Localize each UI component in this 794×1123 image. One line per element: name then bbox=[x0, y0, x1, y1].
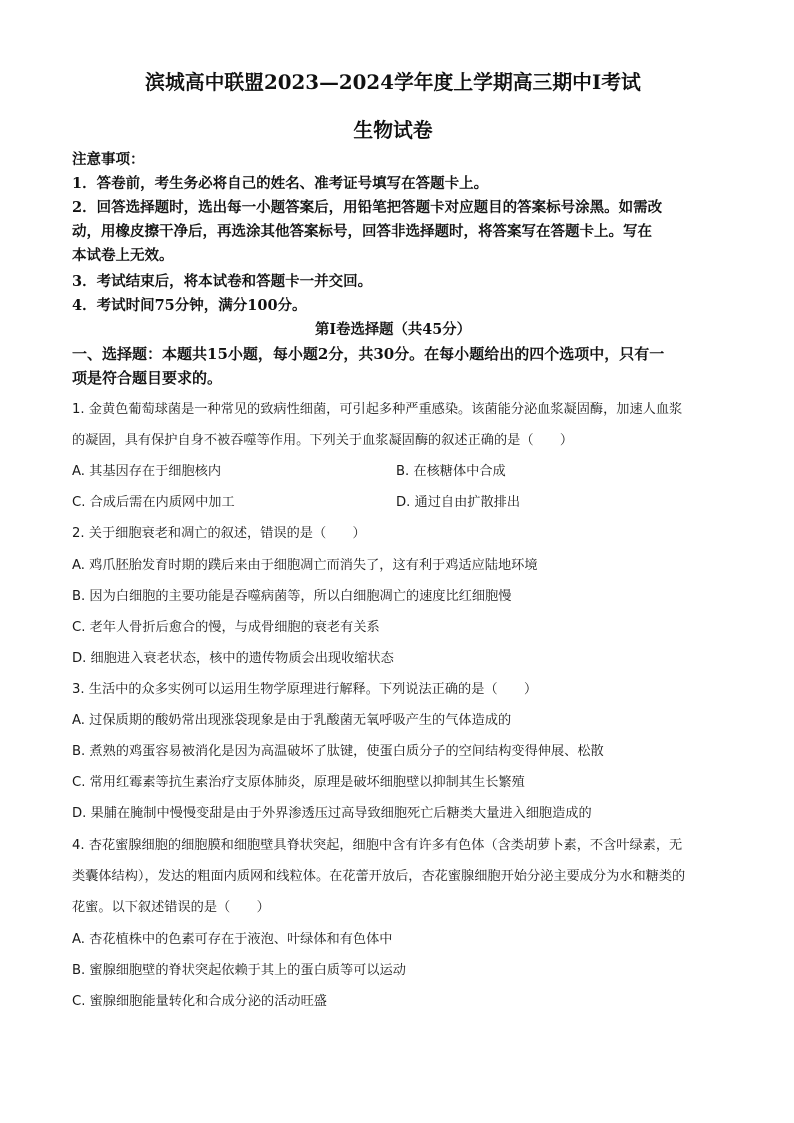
option-d: D. 果脯在腌制中慢慢变甜是由于外界渗透压过高导致细胞死亡后糖类大量进入细胞造成的 bbox=[72, 806, 592, 821]
option-c: C. 合成后需在内质网中加工 bbox=[72, 495, 235, 510]
notice-line: 动，用橡皮擦干净后，再选涂其他答案标号，回答非选择题时，将答案写在答题卡上。写在 bbox=[72, 223, 652, 240]
option-b: B. 煮熟的鸡蛋容易被消化是因为高温破坏了肽键，使蛋白质分子的空间结构变得伸展、松散 bbox=[72, 744, 604, 759]
notice-line: 2．回答选择题时，选出每一小题答案后，用铅笔把答题卡对应题目的答案标号涂黑。如需改 bbox=[72, 199, 663, 216]
question-stem: 花蜜。以下叙述错误的是（ ） bbox=[72, 900, 270, 915]
option-b: B. 在核糖体中合成 bbox=[396, 464, 506, 479]
option-a: A. 鸡爪胚胎发育时期的蹼后来由于细胞凋亡而消失了，这有利于鸡适应陆地环境 bbox=[72, 558, 538, 573]
option-a: A. 过保质期的酸奶常出现涨袋现象是由于乳酸菌无氧呼吸产生的气体造成的 bbox=[72, 713, 512, 728]
question-stem: 的凝固，具有保护自身不被吞噬等作用。下列关于血浆凝固酶的叙述正确的是（ ） bbox=[72, 433, 574, 448]
part-instruction: 一、选择题：本题共15小题，每小题2分，共30分。在每小题给出的四个选项中，只有一 bbox=[72, 345, 665, 363]
notice-heading: 注意事项： bbox=[72, 151, 145, 168]
exam-title: 滨城高中联盟2023—2024学年度上学期高三期中Ⅰ考试 bbox=[145, 70, 641, 94]
part-instruction: 项是符合题目要求的。 bbox=[72, 369, 223, 387]
option-a: A. 杏花植株中的色素可存在于液泡、叶绿体和有色体中 bbox=[72, 932, 393, 947]
exam-subtitle: 生物试卷 bbox=[353, 118, 433, 142]
notice-line: 4．考试时间75分钟，满分100分。 bbox=[72, 297, 307, 314]
question-stem: 1. 金黄色葡萄球菌是一种常见的致病性细菌，可引起多种严重感染。该菌能分泌血浆凝固酶，加速人血浆 bbox=[72, 402, 683, 417]
question-stem: 3. 生活中的众多实例可以运用生物学原理进行解释。下列说法正确的是（ ） bbox=[72, 682, 538, 697]
option-b: B. 因为白细胞的主要功能是吞噬病菌等，所以白细胞凋亡的速度比红细胞慢 bbox=[72, 589, 512, 604]
option-c: C. 老年人骨折后愈合的慢，与成骨细胞的衰老有关系 bbox=[72, 620, 380, 635]
question-stem: 4. 杏花蜜腺细胞的细胞膜和细胞壁具脊状突起，细胞中含有许多有色体（含类胡萝卜素，不含叶绿素，无 bbox=[72, 838, 683, 853]
option-c: C. 常用红霉素等抗生素治疗支原体肺炎，原理是破坏细胞壁以抑制其生长繁殖 bbox=[72, 775, 525, 790]
option-d: D. 细胞进入衰老状态，核中的遗传物质会出现收缩状态 bbox=[72, 651, 394, 666]
question-stem: 2. 关于细胞衰老和凋亡的叙述，错误的是（ ） bbox=[72, 526, 366, 541]
option-c: C. 蜜腺细胞能量转化和合成分泌的活动旺盛 bbox=[72, 994, 327, 1009]
option-b: B. 蜜腺细胞壁的脊状突起依赖于其上的蛋白质等可以运动 bbox=[72, 963, 406, 978]
section-title: 第Ⅰ卷选择题（共45分） bbox=[315, 321, 471, 338]
notice-line: 1．答卷前，考生务必将自己的姓名、准考证号填写在答题卡上。 bbox=[72, 175, 489, 192]
notice-line: 本试卷上无效。 bbox=[72, 247, 174, 264]
option-a: A. 其基因存在于细胞核内 bbox=[72, 464, 222, 479]
notice-line: 3．考试结束后，将本试卷和答题卡一并交回。 bbox=[72, 273, 373, 290]
question-stem: 类囊体结构），发达的粗面内质网和线粒体。在花蕾开放后，杏花蜜腺细胞开始分泌主要成分为水和糖类的 bbox=[72, 869, 686, 884]
option-d: D. 通过自由扩散排出 bbox=[396, 495, 521, 510]
